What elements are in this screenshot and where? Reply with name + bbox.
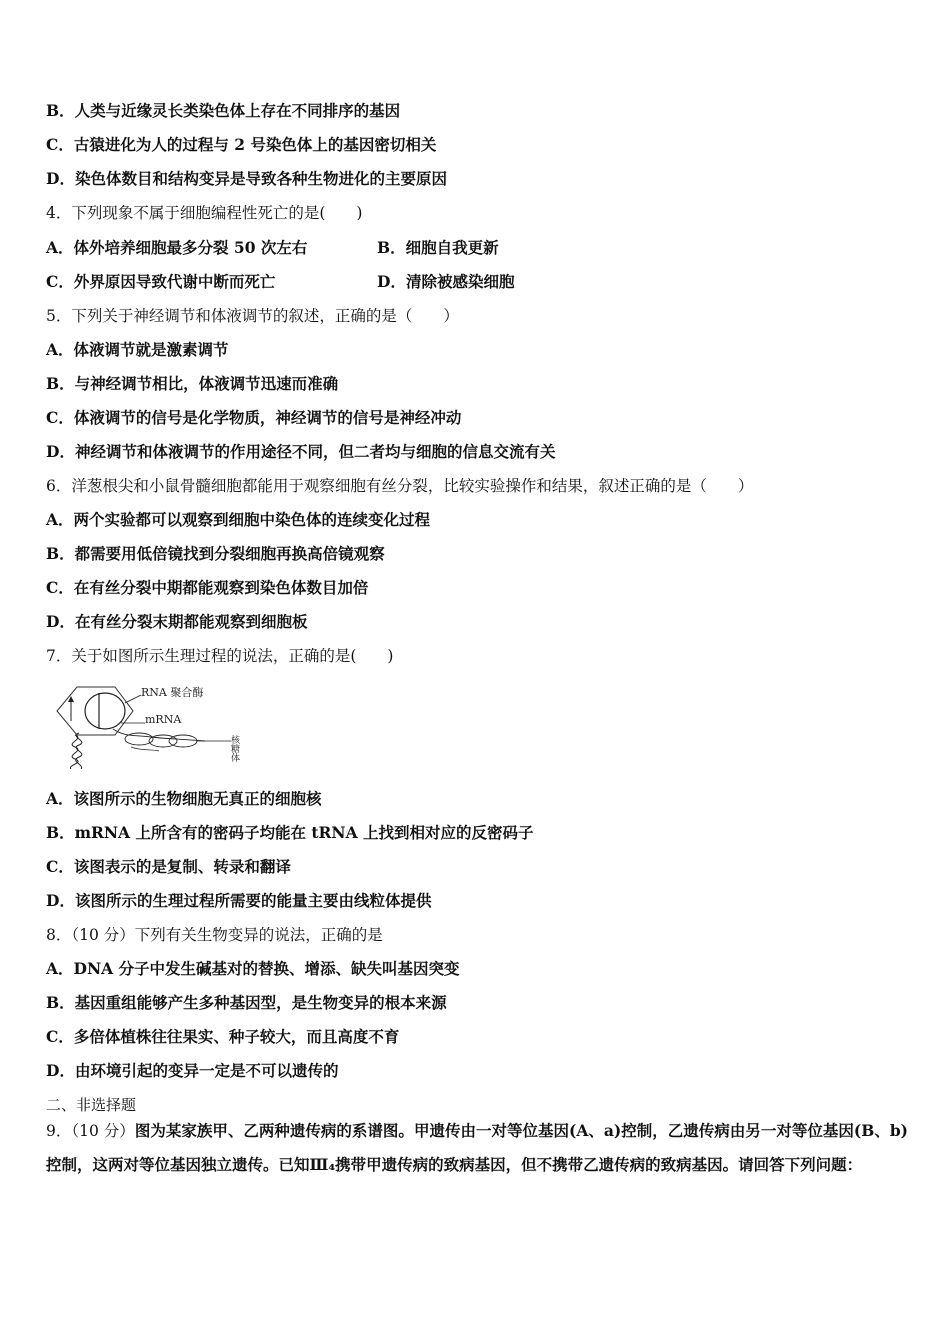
question-9-text: 图为某家族甲、乙两种遗传病的系谱图。甲遗传由一对等位基因(A、a)控制，乙遗传病由另一对等位基因(B、b)控制，这两对等位基因独立遗传。已知Ⅲ₄携带甲遗传病的致病基因，但不携带乙遗传病的致病基因。请回答下列问题： xyxy=(46,1121,908,1174)
line-q6c: C．在有丝分裂中期都能观察到染色体数目加倍 xyxy=(46,578,369,597)
line-q6d: D．在有丝分裂末期都能观察到细胞板 xyxy=(46,612,308,631)
line-q7b: B．mRNA 上所含有的密码子均能在 tRNA 上找到相对应的反密码子 xyxy=(46,823,534,842)
question-9 xyxy=(46,1114,908,1182)
line-q5a: A．体液调节就是激素调节 xyxy=(46,340,229,359)
question-8: 8．（10 分）下列有关生物变异的说法，正确的是 xyxy=(46,926,383,944)
line-q3c: C．古猿进化为人的过程与 2 号染色体上的基因密切相关 xyxy=(46,135,437,154)
line-q6a: A．两个实验都可以观察到细胞中染色体的连续变化过程 xyxy=(46,510,431,529)
label-mrna: mRNA xyxy=(145,713,182,726)
line-q4b: B．细胞自我更新 xyxy=(377,238,499,257)
label-ribosome: 核糖体 xyxy=(229,735,239,762)
question-4: 4．下列现象不属于细胞编程性死亡的是( ) xyxy=(46,204,363,222)
rna-polymerase-shape xyxy=(85,693,125,729)
line-q8c: C．多倍体植株往往果实、种子较大，而且高度不育 xyxy=(46,1027,400,1046)
line-q7c: C．该图表示的是复制、转录和翻译 xyxy=(46,857,291,876)
cell-outline xyxy=(57,687,133,735)
line-q3d: D．染色体数目和结构变异是导致各种生物进化的主要原因 xyxy=(46,169,447,188)
line-q4c: C．外界原因导致代谢中断而死亡 xyxy=(46,272,276,291)
line-q7a: A．该图所示的生物细胞无真正的细胞核 xyxy=(46,789,322,808)
line-q5d: D．神经调节和体液调节的作用途径不同，但二者均与细胞的信息交流有关 xyxy=(46,442,556,461)
line-q8a: A．DNA 分子中发生碱基对的替换、增添、缺失叫基因突变 xyxy=(46,959,460,978)
question-6: 6．洋葱根尖和小鼠骨髓细胞都能用于观察细胞有丝分裂，比较实验操作和结果，叙述正确的是（ ） xyxy=(46,477,754,495)
question-9-number: 9．（10 分） xyxy=(46,1122,135,1140)
question-5: 5．下列关于神经调节和体液调节的叙述，正确的是（ ） xyxy=(46,307,459,325)
dna-helix xyxy=(70,735,78,769)
line-q8d: D．由环境引起的变异一定是不可以遗传的 xyxy=(46,1061,339,1080)
line-q4a: A．体外培养细胞最多分裂 50 次左右 xyxy=(46,238,308,257)
line-q4d: D．清除被感染细胞 xyxy=(377,272,515,291)
line-q7d: D．该图所示的生理过程所需要的能量主要由线粒体提供 xyxy=(46,891,432,910)
ribosome-1 xyxy=(125,733,153,745)
line-q5b: B．与神经调节相比，体液调节迅速而准确 xyxy=(46,374,339,393)
question-7: 7．关于如图所示生理过程的说法，正确的是( ) xyxy=(46,647,394,665)
label-rna-polymerase: RNA 聚合酶 xyxy=(141,686,204,699)
ribosome-3 xyxy=(169,735,197,747)
line-q6b: B．都需要用低倍镜找到分裂细胞再换高倍镜观察 xyxy=(46,544,385,563)
line-q8b: B．基因重组能够产生多种基因型，是生物变异的根本来源 xyxy=(46,993,447,1012)
transcription-translation-figure xyxy=(55,677,255,769)
line-q5c: C．体液调节的信号是化学物质，神经调节的信号是神经冲动 xyxy=(46,408,462,427)
line-q3b: B．人类与近缘灵长类染色体上存在不同排序的基因 xyxy=(46,101,401,120)
section-heading: 二、非选择题 xyxy=(46,1096,137,1114)
